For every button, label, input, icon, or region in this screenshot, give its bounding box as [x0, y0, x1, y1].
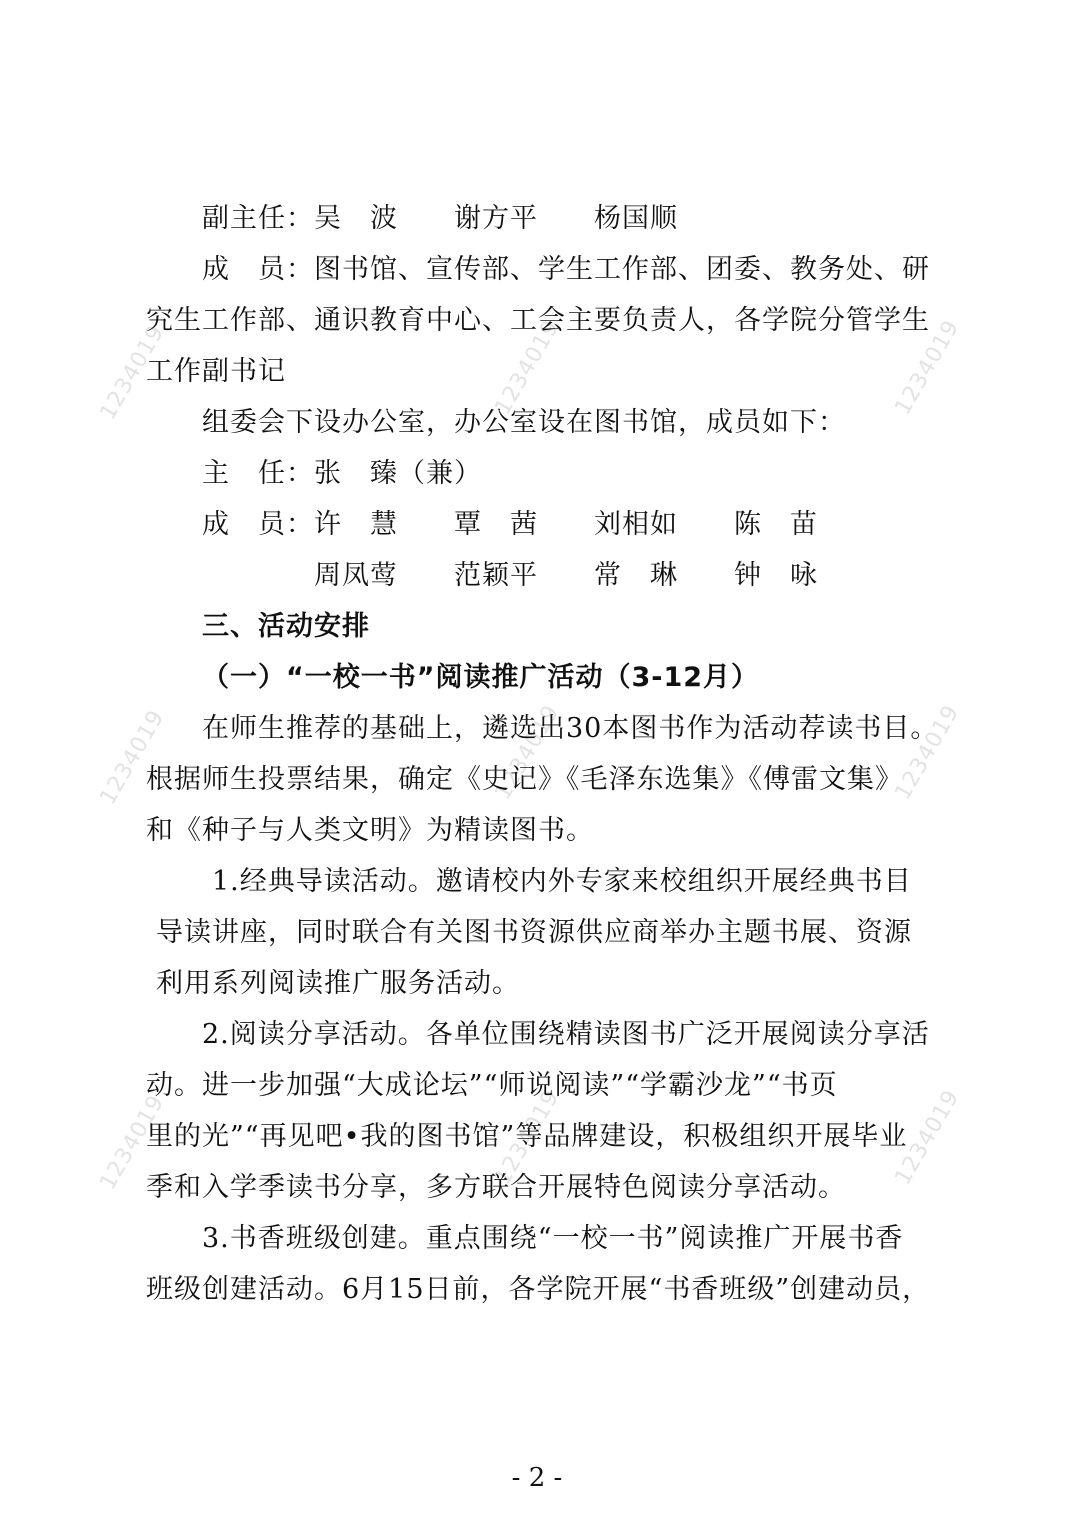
item-1: 1.经典导读活动。邀请校内外专家来校组织开展经典书目	[212, 866, 912, 897]
item-3-cont: 班级创建活动。6月15日前，各学院开展“书香班级”创建动员，	[146, 1274, 931, 1305]
watermark: 1234019	[890, 315, 965, 420]
item-3: 3.书香班级创建。重点围绕“一校一书”阅读推广开展书香	[202, 1223, 904, 1254]
watermark: 1234019	[490, 1085, 565, 1190]
watermark: 1234019	[95, 705, 170, 810]
paragraph: 和《种子与人类文明》为精读图书。	[146, 815, 594, 846]
item-2: 2.阅读分享活动。各单位围绕精读图书广泛开展阅读分享活	[202, 1019, 930, 1050]
subsection-heading: （一）“一校一书”阅读推广活动（3-12月）	[202, 662, 760, 693]
vice-director-line: 副主任：吴 波 谢方平 杨国顺	[202, 203, 678, 234]
watermark: 1234019	[95, 1090, 170, 1195]
section-heading: 三、活动安排	[202, 611, 370, 642]
item-2-cont: 季和入学季读书分享，多方联合开展特色阅读分享活动。	[146, 1172, 846, 1203]
item-2-cont: 里的光”“再见吧•我的图书馆”等品牌建设，积极组织开展毕业	[146, 1121, 908, 1152]
watermark: 1234019	[490, 700, 565, 805]
paragraph: 根据师生投票结果，确定《史记》《毛泽东选集》《傅雷文集》	[146, 764, 903, 795]
members-line-cont: 究生工作部、通识教育中心、工会主要负责人，各学院分管学生	[146, 305, 930, 336]
paragraph: 在师生推荐的基础上，遴选出30本图书作为活动荐读书目。	[202, 713, 939, 744]
item-1-cont: 导读讲座，同时联合有关图书资源供应商举办主题书展、资源	[156, 917, 912, 948]
page-number: - 2 -	[511, 1463, 563, 1493]
watermark: 1234019	[890, 700, 965, 805]
watermark: 1234019	[890, 1085, 965, 1190]
item-2-cont: 动。进一步加强“大成论坛”“师说阅读”“学霸沙龙”“书页	[146, 1070, 838, 1101]
office-director: 主 任：张 臻（兼）	[202, 458, 482, 489]
office-members: 成 员：许 慧 覃 茜 刘相如 陈 苗	[202, 509, 818, 540]
office-members-cont: 周凤莺 范颖平 常 琳 钟 咏	[314, 560, 818, 591]
item-1-cont: 利用系列阅读推广服务活动。	[156, 968, 520, 999]
office-intro: 组委会下设办公室，办公室设在图书馆，成员如下：	[202, 407, 846, 438]
watermark: 1234019	[490, 315, 565, 420]
members-line: 成 员：图书馆、宣传部、学生工作部、团委、教务处、研	[202, 254, 930, 285]
watermark: 1234019	[95, 320, 170, 425]
members-line-cont: 工作副书记	[146, 356, 286, 387]
